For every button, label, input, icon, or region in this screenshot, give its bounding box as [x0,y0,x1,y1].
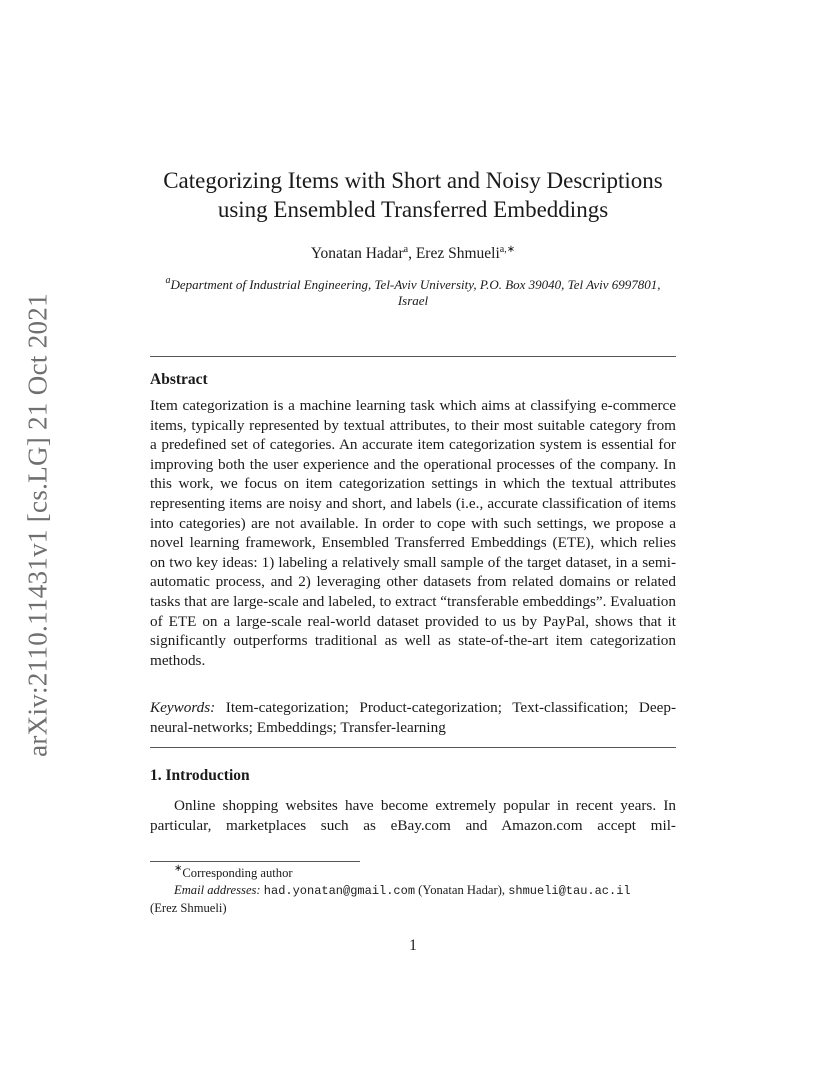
author-mark: a,∗ [499,244,516,255]
footnote-emails-continued: (Erez Shmueli) [150,901,227,915]
arxiv-stamp-text: arXiv:2110.11431v1 [cs.LG] 21 Oct 2021 [22,293,53,757]
abstract-heading: Abstract [150,371,208,388]
top-rule [150,356,676,357]
footnote-corresponding [150,865,676,882]
affiliation-mark: a [165,275,171,286]
author-list [150,245,676,263]
title-line-1: Categorizing Items with Short and Noisy Descriptions [163,168,663,193]
title-line-2: using Ensembled Transferred Embeddings [217,197,609,222]
footnote-emails [150,882,676,900]
author-name: Erez Shmueli [415,245,500,262]
email-link-2[interactable]: shmueli@tau.ac.il [508,884,631,898]
arxiv-stamp [16,290,60,760]
author-mark: a [403,244,409,255]
keywords [150,698,676,737]
abstract-text: Item categorization is a machine learning task which aims at classifying e-commerce items, typically represented by textual attributes, to their most suitable category from a predefined set of categories. An accurate item categorization system is essential for improving both the user experience and the operational processes of the company. In this work, we focus on item categorization settings in which the textual attributes representing items are noisy and short, and labels (i.e., accurate classification of items into categories) are not available. In order to cope with such settings, we propose a novel learning framework, Ensembled Transferred Embeddings (ETE), which relies on two key ideas: 1) labeling a relatively small sample of the target dataset, in a semi-automatic process, and 2) leveraging other datasets from related domains or related tasks that are large-scale and labeled, to extract “transferable embeddings”. Evaluation of ETE on a large-scale real-world dataset provided to us by PayPal, shows that it significantly outperforms traditional as well as state-of-the-art item categorization methods. [150,397,676,669]
email-label: Email addresses: [174,883,261,897]
keywords-label: Keywords: [150,699,216,716]
author-name: Yonatan Hadar [310,245,404,262]
author-separator: , [408,245,416,262]
footnote-mark: ∗ [174,863,183,874]
footnotes [150,865,676,917]
section-heading: 1. Introduction [150,767,250,784]
keywords-text: Item-categorization; Product-categorization; Text-classification; Deep-neural-networks; Embeddings; Transfer-learning [150,699,677,736]
paper-title [150,166,676,224]
affiliation [150,277,676,309]
footnote-corresponding-text: Corresponding author [182,866,293,880]
email-link-1[interactable]: had.yonatan@gmail.com [263,884,416,898]
bottom-rule [150,747,676,748]
footnote-rule [150,861,360,862]
affiliation-text: Department of Industrial Engineering, Tel-Aviv University, P.O. Box 39040, Tel Aviv 6997801, Israel [170,277,661,308]
section-text: Online shopping websites have become extremely popular in recent years. In particular, marketplaces such as eBay.com and Amazon.com accept mil- [150,797,676,834]
page-number: 1 [409,937,417,954]
email-owner-1: (Yonatan Hadar), [415,883,509,897]
